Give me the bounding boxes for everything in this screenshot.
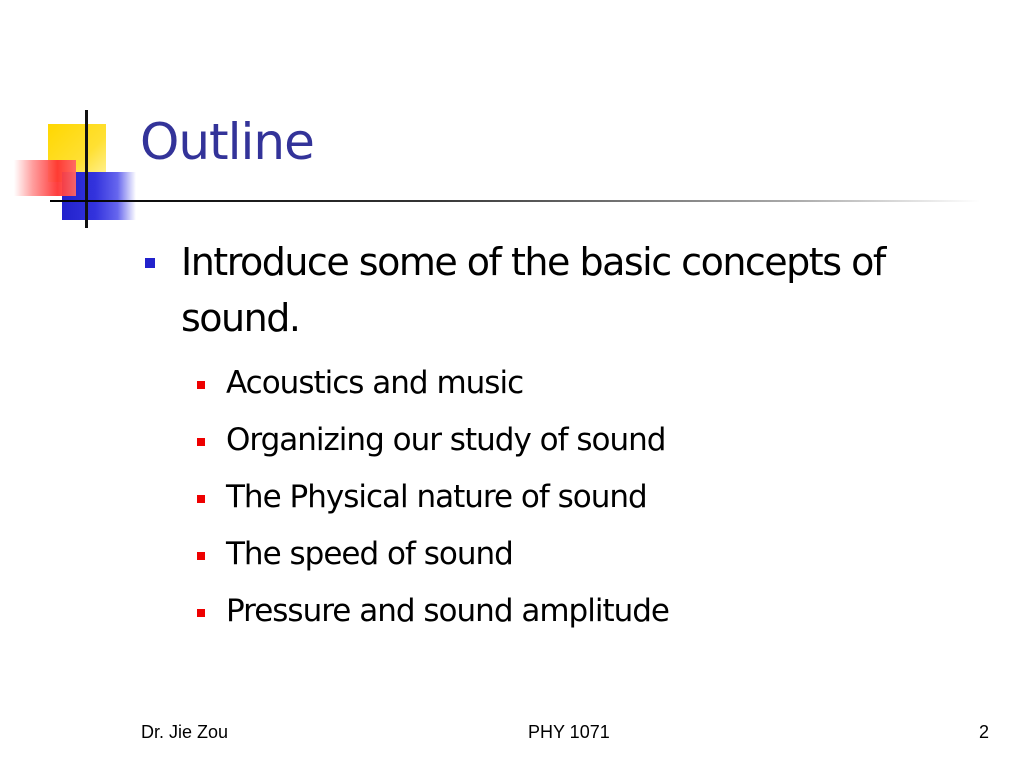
slide-title: Outline xyxy=(140,113,314,171)
red-square-bullet-icon xyxy=(197,495,205,503)
footer-author: Dr. Jie Zou xyxy=(141,722,229,742)
sub-bullet-list xyxy=(197,354,1005,639)
main-bullet-text: Introduce some of the basic concepts of sound. xyxy=(181,240,885,340)
sub-bullet-item xyxy=(197,468,1005,525)
sub-bullet-text: Pressure and sound amplitude xyxy=(226,592,669,629)
sub-bullet-text: The Physical nature of sound xyxy=(226,478,647,515)
sub-bullet-text: Acoustics and music xyxy=(226,364,524,401)
sub-bullet-item xyxy=(197,411,1005,468)
red-square-bullet-icon xyxy=(197,381,205,389)
sub-bullet-item xyxy=(197,354,1005,411)
red-square-bullet-icon xyxy=(197,552,205,560)
title-underline-divider xyxy=(50,200,980,202)
slide-content xyxy=(145,234,1005,639)
footer-course: PHY 1071 xyxy=(528,722,610,742)
sub-bullet-text: Organizing our study of sound xyxy=(226,421,666,458)
red-square-bullet-icon xyxy=(197,438,205,446)
red-square-shape xyxy=(14,160,76,196)
footer-page-number: 2 xyxy=(979,722,990,742)
main-bullet-item xyxy=(145,234,1005,346)
red-square-bullet-icon xyxy=(197,609,205,617)
sub-bullet-item xyxy=(197,582,1005,639)
sub-bullet-text: The speed of sound xyxy=(226,535,513,572)
sub-bullet-item xyxy=(197,525,1005,582)
blue-square-bullet-icon xyxy=(145,258,155,268)
vertical-rule xyxy=(85,110,88,228)
